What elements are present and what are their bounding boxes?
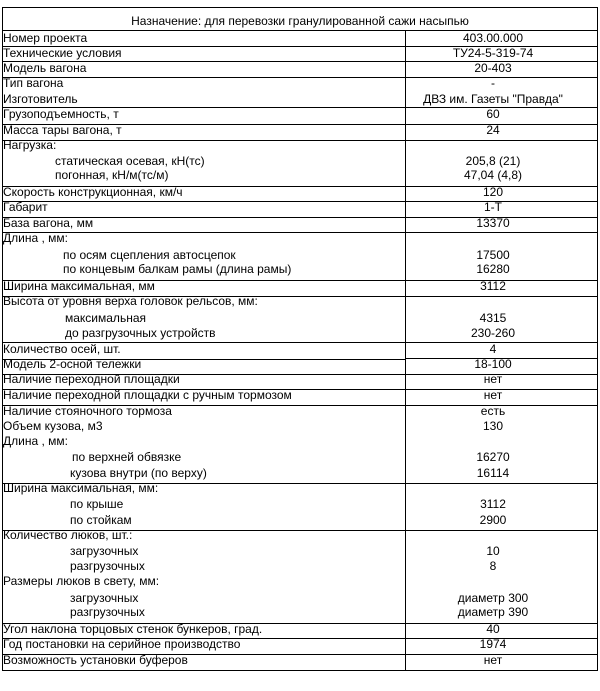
row-label: Ширина максимальная, мм <box>3 279 155 293</box>
grid-line <box>2 201 406 202</box>
row-label: Скорость конструкционная, км/ч <box>3 185 183 199</box>
row-value: 2900 <box>479 513 507 527</box>
row-value: 18-100 <box>474 357 512 371</box>
row-value: нет <box>483 372 503 386</box>
row-value: 8 <box>489 559 497 573</box>
row-label: Возможность установки буферов <box>3 653 188 667</box>
row-label: Наличие переходной площадки <box>3 372 180 386</box>
row-value: 1-Т <box>484 200 502 214</box>
row-label: Технические условия <box>3 46 122 60</box>
row-label: Угол наклона торцовых стенок бункеров, град. <box>3 622 263 636</box>
row-value: нет <box>483 653 503 667</box>
row-label: Высота от уровня верха головок рельсов, мм: <box>3 294 258 308</box>
row-label: Изготовитель <box>3 92 78 106</box>
row-value: 4 <box>489 342 497 356</box>
row-value: 3112 <box>480 497 506 511</box>
row-value: нет <box>483 388 503 402</box>
row-label: Ширина максимальная, мм: <box>3 481 159 495</box>
row-value: 3112 <box>480 279 506 293</box>
row-label: загрузочных <box>70 544 139 558</box>
row-label: Нагрузка: <box>3 138 57 152</box>
row-label: Наличие переходной площадки с ручным тормозом <box>3 388 292 402</box>
row-value: - <box>491 76 495 90</box>
row-value: 16114 <box>476 466 510 480</box>
row-value: 10 <box>486 544 500 558</box>
grid-line <box>2 7 598 8</box>
row-value: диаметр 300 <box>457 591 529 605</box>
row-label: Тип вагона <box>3 76 64 90</box>
row-label: Модель вагона <box>3 61 87 75</box>
row-label: Размеры люков в свету, мм: <box>3 574 160 588</box>
row-label: по верхней обвязке <box>72 450 182 464</box>
row-value: 20-403 <box>474 61 512 75</box>
row-value: 24 <box>486 123 500 137</box>
grid-line <box>2 670 598 671</box>
row-label: Номер проекта <box>3 31 88 45</box>
row-label: разгрузочных <box>70 605 145 619</box>
row-label: Количество люков, шт.: <box>3 528 133 542</box>
table-title: Назначение: для перевозки гранулированной сажи насыпью <box>131 14 469 28</box>
row-value: 13370 <box>476 216 510 230</box>
row-label: База вагона, мм <box>3 216 94 230</box>
row-value: есть <box>480 404 506 418</box>
row-label: Длина , мм: <box>3 231 68 245</box>
row-value: диаметр 390 <box>457 605 529 619</box>
row-value: 40 <box>486 622 500 636</box>
row-value: 16270 <box>476 450 510 464</box>
row-label: Модель 2-осной тележки <box>3 357 142 371</box>
row-label: кузова внутри (по верху) <box>70 466 207 480</box>
row-label: до разгрузочных устройств <box>65 326 216 340</box>
row-label: по стойкам <box>70 513 132 527</box>
row-label: по концевым балкам рамы (длина рамы) <box>63 262 292 276</box>
row-label: разгрузочных <box>70 559 145 573</box>
row-value: 205,8 (21) <box>465 154 521 168</box>
grid-line <box>2 232 598 233</box>
grid-line <box>2 140 598 141</box>
row-label: Объем кузова, м3 <box>3 419 103 433</box>
row-value: 1974 <box>479 637 507 651</box>
row-value: 60 <box>486 107 500 121</box>
row-label: Грузоподъемность, т <box>3 107 119 121</box>
row-label: Год постановки на серийное производство <box>3 637 241 651</box>
row-label: Масса тары вагона, т <box>3 123 122 137</box>
row-value: 17500 <box>476 248 510 262</box>
row-value: ТУ24-5-319-74 <box>452 46 534 60</box>
row-label: Габарит <box>3 200 48 214</box>
row-value: 130 <box>482 419 504 433</box>
row-value: 47,04 (4,8) <box>463 168 523 182</box>
row-label: Наличие стояночного тормоза <box>3 404 172 418</box>
row-value: 230-260 <box>470 326 516 340</box>
row-value: 120 <box>482 185 504 199</box>
row-label: статическая осевая, кН(тс) <box>55 154 205 168</box>
row-label: погонная, кН/м(тс/м) <box>55 168 169 182</box>
row-label: по крыше <box>70 497 124 511</box>
row-label: максимальная <box>65 311 146 325</box>
row-label: по осям сцепления автосцепок <box>63 248 236 262</box>
row-label: загрузочных <box>70 591 139 605</box>
row-value: 403.00.000 <box>462 31 524 45</box>
row-value: ДВЗ им. Газеты "Правда" <box>423 92 563 106</box>
row-value: 4315 <box>479 311 507 325</box>
row-label: Длина , мм: <box>3 434 68 448</box>
row-label: Количество осей, шт. <box>3 342 121 356</box>
row-value: 16280 <box>476 262 510 276</box>
grid-line <box>597 7 598 671</box>
